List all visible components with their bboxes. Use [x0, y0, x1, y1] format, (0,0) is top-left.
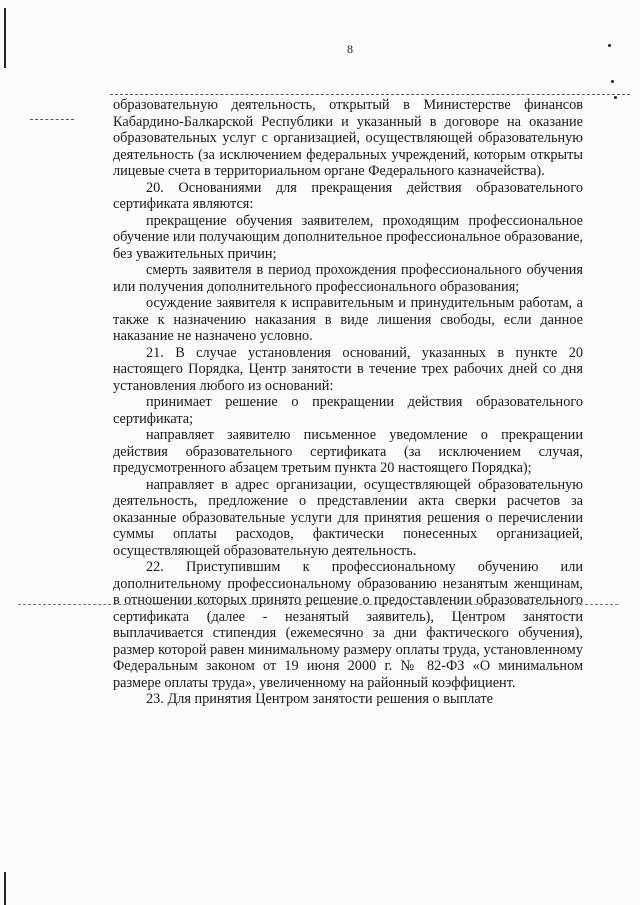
paragraph: осуждение заявителя к исправительным и принудительным работам, а также к назначению наказания в виде лишения свободы, если данное наказание не назначено условно. [113, 295, 583, 344]
paragraph: 20. Основаниями для прекращения действия образовательного сертификата являются: [113, 179, 583, 212]
page-number: 8 [347, 42, 353, 56]
paragraph: образовательную деятельность, открытый в Министерстве финансов Кабардино-Балкарской Республики и указанный в договоре на оказание образовательных услуг с организацией, осуществляющей образовательную деятельность (за исключением федеральных учреждений, которым открыты лицевые счета в территориальном органе Федерального казначейства). [113, 97, 583, 179]
paragraph: 22. Приступившим к профессиональному обучению или дополнительному профессиональному образованию незанятым женщинам, в отношении которых принято решение о предоставлении образовательного сертификата (далее - незанятый заявитель), Центром занятости выплачивается стипендия (ежемесячно за дни фактического обучения), размер которой равен минимальному размеру оплаты труда, установленному Федеральным законом от 19 июня 2000 г. № 82-ФЗ «О минимальном размере оплаты труда», увеличенному на районный коэффициент. [113, 559, 583, 691]
paragraph: прекращение обучения заявителем, проходящим профессиональное обучение или получающим дополнительное профессиональное образование, без уважительных причин; [113, 212, 583, 262]
scan-artifact-left-dash [30, 119, 74, 120]
scan-speck [608, 44, 611, 47]
document-body [113, 97, 583, 708]
paragraph: направляет заявителю письменное уведомление о прекращении действия образовательного сертификата (за исключением случая, предусмотренного абзацем третьим пункта 20 настоящего Порядка); [113, 427, 583, 476]
scan-artifact-left-bar-bottom [4, 872, 6, 905]
paragraph: 21. В случае установления оснований, указанных в пункте 20 настоящего Порядка, Центр занятости в течение трех рабочих дней со дня установления любого из оснований: [113, 344, 583, 394]
scan-speck [611, 80, 614, 83]
scan-speck [614, 96, 617, 99]
paragraph: 23. Для принятия Центром занятости решения о выплате [146, 691, 493, 707]
paragraph: принимает решение о прекращении действия образовательного сертификата; [113, 394, 583, 427]
paragraph: смерть заявителя в период прохождения профессионального обучения или получения дополнительного профессионального образования; [113, 262, 583, 295]
paragraph: направляет в адрес организации, осуществляющей образовательную деятельность, предложение о представлении акта сверки расчетов за оказанные образовательные услуги для принятия решения о перечислении суммы оплаты расходов, фактически понесенных организацией, осуществляющей образовательную деятельность. [113, 476, 583, 559]
scan-artifact-top-rule [110, 94, 630, 95]
scan-artifact-left-bar-top [4, 8, 6, 68]
